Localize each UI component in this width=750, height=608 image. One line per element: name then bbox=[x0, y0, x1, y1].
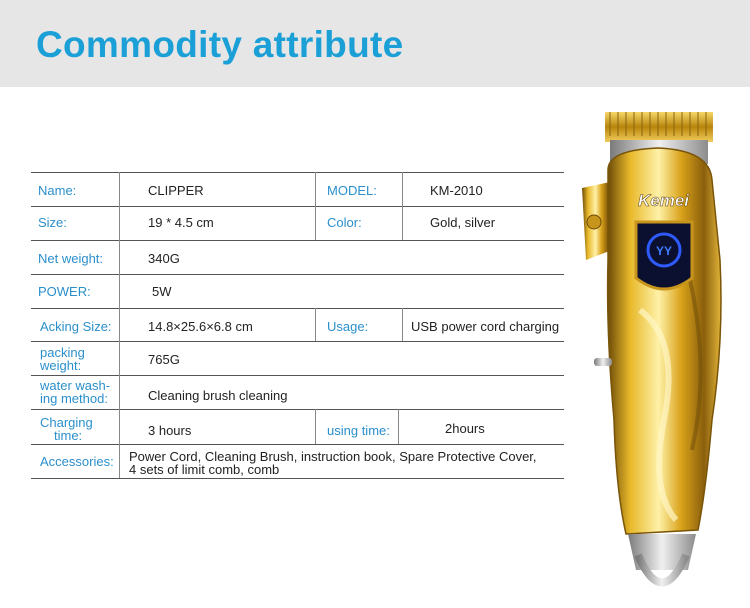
model-label: MODEL: bbox=[327, 183, 377, 198]
acking-size-value: 14.8×25.6×6.8 cm bbox=[148, 319, 253, 334]
model-value: KM-2010 bbox=[430, 183, 483, 198]
name-value: CLIPPER bbox=[148, 183, 204, 198]
using-time-value: 2hours bbox=[445, 421, 485, 436]
clipper-product-image bbox=[580, 110, 730, 595]
header-banner bbox=[0, 0, 750, 87]
water-wash-value: Cleaning brush cleaning bbox=[148, 388, 288, 403]
size-value: 19 * 4.5 cm bbox=[148, 215, 214, 230]
net-weight-label: Net weight: bbox=[38, 251, 104, 266]
accessories-value: Power Cord, Cleaning Brush, instruction book, Spare Protective Cover, 4 sets of limit comb, comb bbox=[129, 449, 537, 477]
blade-teeth bbox=[605, 112, 713, 142]
accessories-label: Accessories: bbox=[40, 454, 114, 469]
net-weight-value: 340G bbox=[148, 251, 180, 266]
acking-size-label: Acking Size: bbox=[40, 319, 112, 334]
packing-weight-label: packing weight: bbox=[40, 345, 85, 373]
brand-logo: Kemei bbox=[638, 191, 690, 210]
color-label: Color: bbox=[327, 215, 362, 230]
water-wash-label: water wash- ing method: bbox=[40, 378, 111, 406]
charging-time-label: Charging time: bbox=[40, 415, 93, 443]
power-value: 5W bbox=[152, 284, 172, 299]
using-time-label: using time: bbox=[327, 423, 390, 438]
color-value: Gold, silver bbox=[430, 215, 496, 230]
usage-label: Usage: bbox=[327, 319, 369, 334]
svg-text:YY: YY bbox=[656, 244, 673, 258]
page-title: Commodity attribute bbox=[36, 24, 404, 65]
usage-value: USB power cord charging bbox=[411, 319, 560, 334]
charging-time-value: 3 hours bbox=[148, 423, 192, 438]
packing-weight-value: 765G bbox=[148, 352, 180, 367]
size-label: Size: bbox=[38, 215, 67, 230]
power-label: POWER: bbox=[38, 284, 91, 299]
name-label: Name: bbox=[38, 183, 77, 198]
